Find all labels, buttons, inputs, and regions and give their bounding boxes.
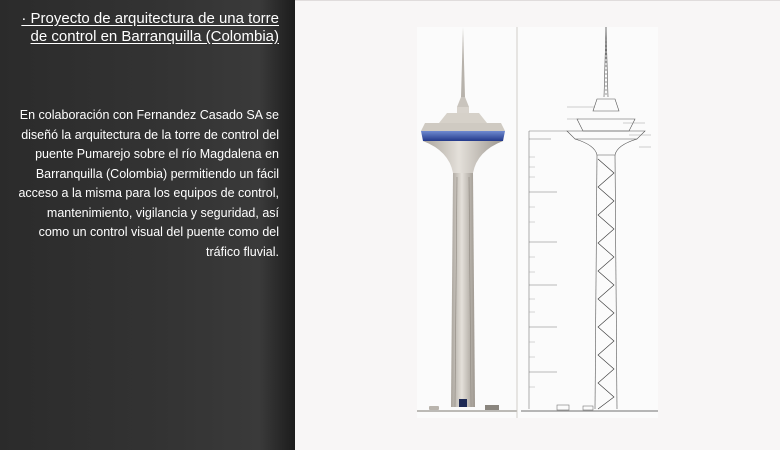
slide-body-text: En colaboración con Fernandez Casado SA se diseñó la arquitectura de la torre de control del puente Pumarejo sobre el río Magdalena en Barranquilla (Colombia) permitiendo un fácil acceso a la misma para los equipos de control, mantenimiento, vigilancia y seguridad, así como un control visual del puente como del tráfico fluvial. [18, 108, 279, 259]
tower-illustration [417, 27, 658, 418]
tower-section-drawing [521, 27, 658, 411]
slide-title: · Proyecto de arquitectura de una torre de control en Barranquilla (Colombia) [21, 10, 279, 45]
left-text-panel [0, 0, 295, 450]
tower-render [417, 27, 517, 411]
tower-figure [417, 27, 658, 418]
